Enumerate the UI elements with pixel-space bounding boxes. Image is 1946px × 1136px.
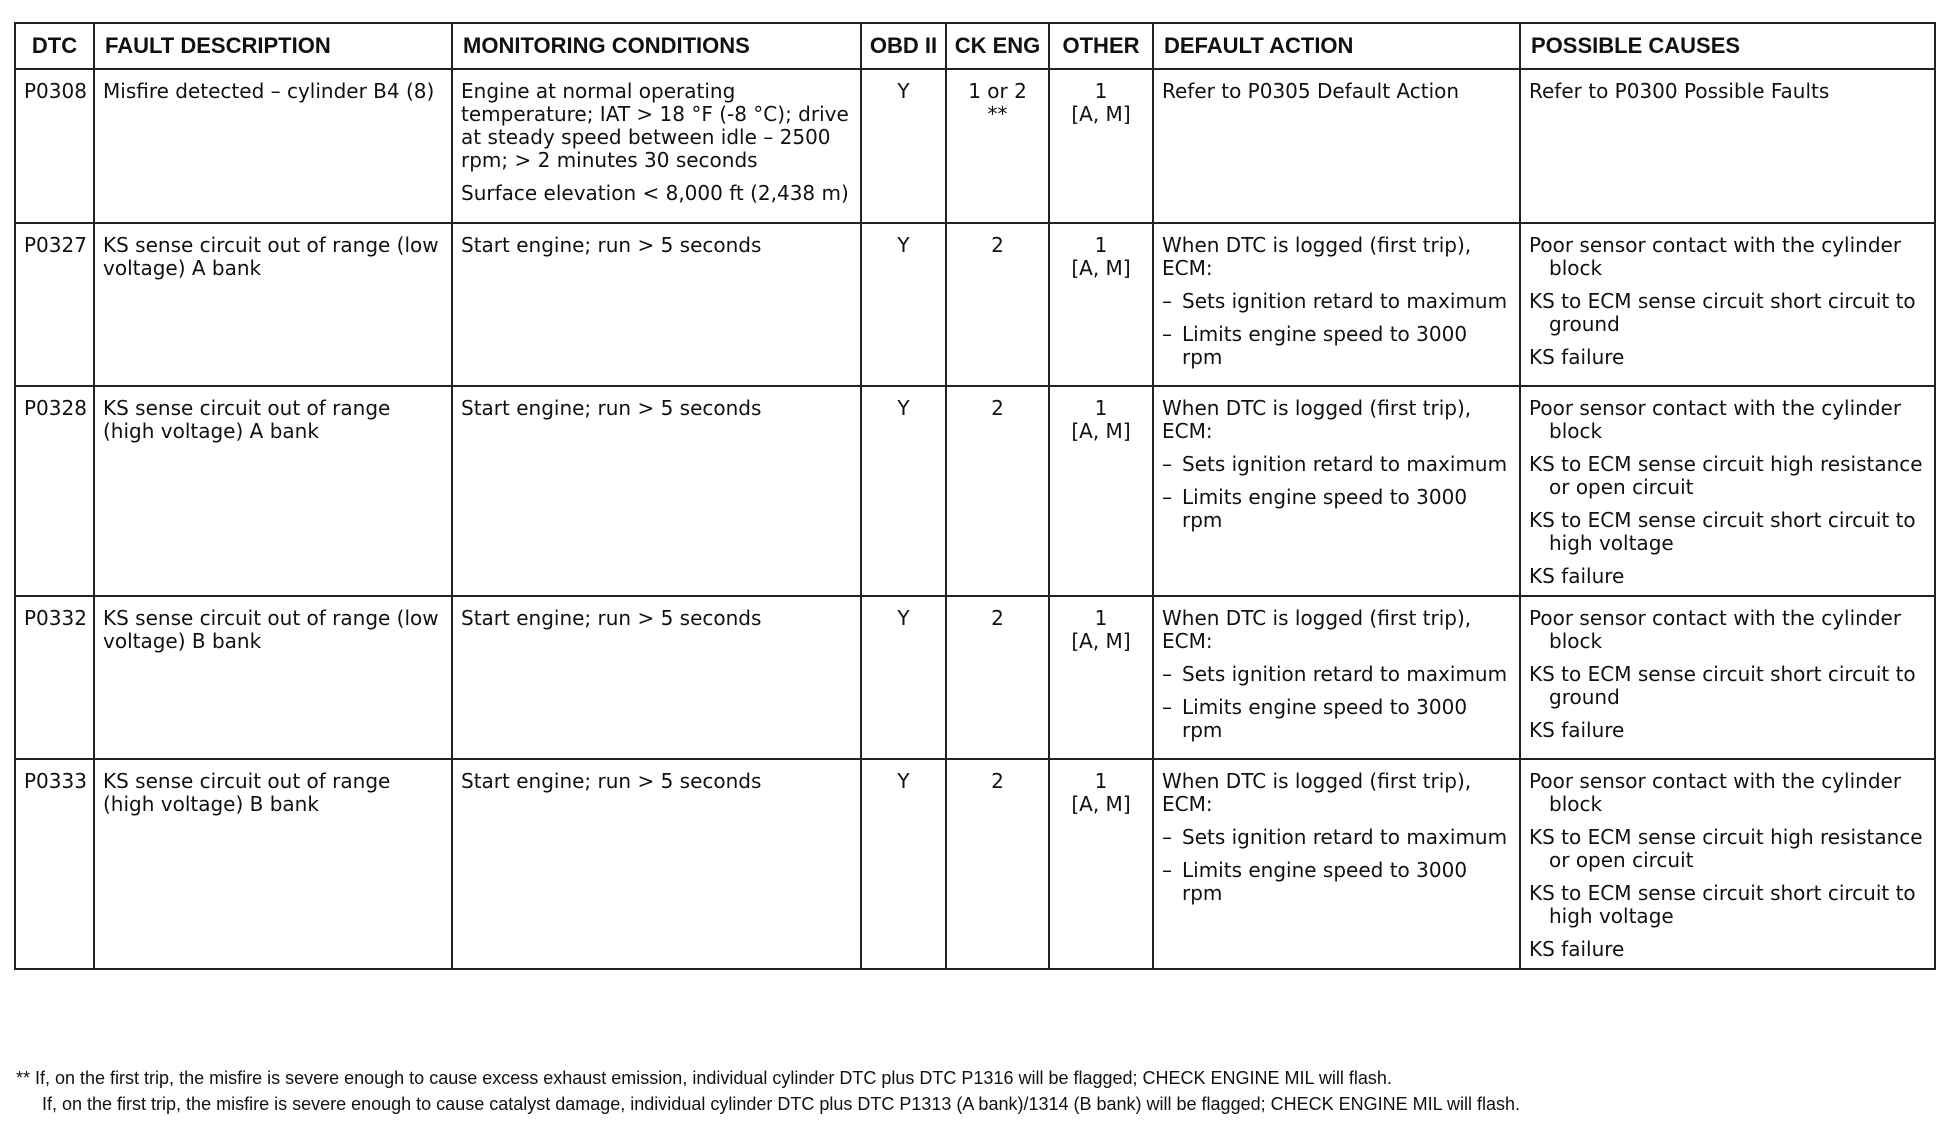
default-action-item — [1162, 323, 1511, 369]
monitoring-conditions-cell — [452, 69, 861, 223]
possible-cause: KS failure — [1529, 345, 1625, 369]
default-action-item — [1162, 663, 1511, 686]
other-note: [A, M] — [1071, 792, 1131, 816]
possible-cause: Poor sensor contact with the cylinder block — [1529, 606, 1902, 653]
dtc-table — [14, 22, 1936, 970]
dash-bullet-icon: – — [1162, 289, 1172, 313]
ck-eng-cell — [946, 596, 1049, 759]
possible-cause: Refer to P0300 Possible Faults — [1529, 79, 1830, 103]
default-action-item — [1162, 859, 1511, 905]
header-default-action: DEFAULT ACTION — [1153, 23, 1520, 69]
footnote: If, on the first trip, the misfire is severe enough to cause catalyst damage, individual cylinder DTC plus DTC P1313 (A bank)/1314 (B bank) will be flagged; CHECK ENGINE MIL will flash. — [42, 1094, 1520, 1114]
other-note: [A, M] — [1071, 102, 1131, 126]
obd-ii-cell: Y — [861, 69, 946, 223]
possible-cause: KS to ECM sense circuit short circuit to ground — [1529, 662, 1916, 709]
other-cell — [1049, 223, 1153, 386]
obd-ii-cell: Y — [861, 223, 946, 386]
possible-causes-cell — [1520, 223, 1935, 386]
other-value: 1 — [1094, 606, 1108, 630]
dtc-code-cell: P0328 — [15, 386, 94, 596]
monitoring-conditions-cell — [452, 386, 861, 596]
default-action-item-text: Limits engine speed to 3000 rpm — [1182, 695, 1468, 742]
default-action-item-text: Limits engine speed to 3000 rpm — [1182, 858, 1468, 905]
dash-bullet-icon: – — [1162, 452, 1172, 476]
table-header-row — [15, 23, 1935, 69]
default-action-item-text: Limits engine speed to 3000 rpm — [1182, 322, 1468, 369]
other-value: 1 — [1094, 233, 1108, 257]
default-action-intro: When DTC is logged (first trip), ECM: — [1162, 606, 1472, 653]
header-monitoring-conditions: MONITORING CONDITIONS — [452, 23, 861, 69]
monitoring-conditions-cell — [452, 596, 861, 759]
table-row — [15, 223, 1935, 386]
monitoring-condition: Surface elevation < 8,000 ft (2,438 m) — [461, 181, 849, 205]
other-note: [A, M] — [1071, 419, 1131, 443]
default-action-item-text: Sets ignition retard to maximum — [1182, 289, 1508, 313]
other-note: [A, M] — [1071, 629, 1131, 653]
default-action-intro: When DTC is logged (first trip), ECM: — [1162, 233, 1472, 280]
dtc-code-cell: P0327 — [15, 223, 94, 386]
monitoring-condition: Start engine; run > 5 seconds — [461, 233, 762, 257]
ck-eng-value: 2 — [991, 233, 1004, 257]
other-value: 1 — [1094, 769, 1108, 793]
default-action-cell — [1153, 223, 1520, 386]
obd-ii-cell: Y — [861, 759, 946, 969]
dtc-code-cell: P0308 — [15, 69, 94, 223]
header-obd-ii: OBD II — [861, 23, 946, 69]
possible-cause: KS to ECM sense circuit short circuit to high voltage — [1529, 508, 1916, 555]
default-action-item-text: Sets ignition retard to maximum — [1182, 662, 1508, 686]
fault-description-cell: KS sense circuit out of range (high voltage) B bank — [94, 759, 452, 969]
footnote: ** If, on the first trip, the misfire is severe enough to cause excess exhaust emission, individual cylinder DTC plus DTC P1316 will be flagged; CHECK ENGINE MIL will flash. — [16, 1068, 1392, 1088]
dash-bullet-icon: – — [1162, 825, 1172, 849]
possible-cause: KS to ECM sense circuit short circuit to ground — [1529, 289, 1916, 336]
monitoring-condition: Start engine; run > 5 seconds — [461, 396, 762, 420]
ck-eng-cell — [946, 386, 1049, 596]
header-dtc: DTC — [15, 23, 94, 69]
dash-bullet-icon: – — [1162, 662, 1172, 686]
obd-ii-cell: Y — [861, 386, 946, 596]
possible-causes-cell — [1520, 386, 1935, 596]
possible-cause: KS failure — [1529, 937, 1625, 961]
default-action-item — [1162, 696, 1511, 742]
default-action-cell — [1153, 386, 1520, 596]
default-action-item-text: Limits engine speed to 3000 rpm — [1182, 485, 1468, 532]
other-value: 1 — [1094, 79, 1108, 103]
dash-bullet-icon: – — [1162, 322, 1172, 346]
possible-cause: Poor sensor contact with the cylinder block — [1529, 769, 1902, 816]
header-fault-description: FAULT DESCRIPTION — [94, 23, 452, 69]
default-action-item — [1162, 453, 1511, 476]
ck-eng-value: 2 — [991, 606, 1004, 630]
default-action-item — [1162, 486, 1511, 532]
ck-eng-value: 1 or 2 — [968, 79, 1027, 103]
default-action-item — [1162, 290, 1511, 313]
default-action-item-text: Sets ignition retard to maximum — [1182, 825, 1508, 849]
other-cell — [1049, 69, 1153, 223]
monitoring-conditions-cell — [452, 223, 861, 386]
default-action-cell — [1153, 759, 1520, 969]
other-value: 1 — [1094, 396, 1108, 420]
default-action-cell — [1153, 69, 1520, 223]
ck-eng-value: 2 — [991, 396, 1004, 420]
other-cell — [1049, 759, 1153, 969]
possible-cause: KS to ECM sense circuit high resistance or open circuit — [1529, 825, 1923, 872]
ck-eng-value: 2 — [991, 769, 1004, 793]
table-row — [15, 69, 1935, 223]
default-action-text: Refer to P0305 Default Action — [1162, 79, 1460, 103]
possible-cause: Poor sensor contact with the cylinder block — [1529, 396, 1902, 443]
dash-bullet-icon: – — [1162, 485, 1172, 509]
dash-bullet-icon: – — [1162, 695, 1172, 719]
possible-causes-cell — [1520, 596, 1935, 759]
possible-causes-cell — [1520, 759, 1935, 969]
obd-ii-cell: Y — [861, 596, 946, 759]
fault-description-cell: KS sense circuit out of range (low voltage) B bank — [94, 596, 452, 759]
default-action-cell — [1153, 596, 1520, 759]
header-possible-causes: POSSIBLE CAUSES — [1520, 23, 1935, 69]
other-cell — [1049, 386, 1153, 596]
default-action-item — [1162, 826, 1511, 849]
possible-cause: KS to ECM sense circuit short circuit to high voltage — [1529, 881, 1916, 928]
possible-cause: KS failure — [1529, 718, 1625, 742]
header-ck-eng: CK ENG — [946, 23, 1049, 69]
dtc-code-cell: P0332 — [15, 596, 94, 759]
monitoring-condition: Start engine; run > 5 seconds — [461, 769, 762, 793]
default-action-intro: When DTC is logged (first trip), ECM: — [1162, 769, 1472, 816]
ck-eng-cell — [946, 69, 1049, 223]
other-note: [A, M] — [1071, 256, 1131, 280]
default-action-item-text: Sets ignition retard to maximum — [1182, 452, 1508, 476]
monitoring-conditions-cell — [452, 759, 861, 969]
default-action-intro: When DTC is logged (first trip), ECM: — [1162, 396, 1472, 443]
dtc-code-cell: P0333 — [15, 759, 94, 969]
fault-description-cell: KS sense circuit out of range (low voltage) A bank — [94, 223, 452, 386]
possible-causes-cell — [1520, 69, 1935, 223]
table-row — [15, 759, 1935, 969]
monitoring-condition: Engine at normal operating temperature; IAT > 18 °F (-8 °C); drive at steady speed between idle – 2500 rpm; > 2 minutes 30 seconds — [461, 79, 849, 172]
fault-description-cell: Misfire detected – cylinder B4 (8) — [94, 69, 452, 223]
ck-eng-cell — [946, 223, 1049, 386]
possible-cause: Poor sensor contact with the cylinder block — [1529, 233, 1902, 280]
ck-eng-footnote-marker: ** — [987, 102, 1008, 126]
ck-eng-cell — [946, 759, 1049, 969]
possible-cause: KS failure — [1529, 564, 1625, 588]
header-other: OTHER — [1049, 23, 1153, 69]
table-row — [15, 386, 1935, 596]
other-cell — [1049, 596, 1153, 759]
possible-cause: KS to ECM sense circuit high resistance or open circuit — [1529, 452, 1923, 499]
monitoring-condition: Start engine; run > 5 seconds — [461, 606, 762, 630]
footnotes — [16, 1065, 1936, 1117]
dash-bullet-icon: – — [1162, 858, 1172, 882]
fault-description-cell: KS sense circuit out of range (high voltage) A bank — [94, 386, 452, 596]
table-row — [15, 596, 1935, 759]
